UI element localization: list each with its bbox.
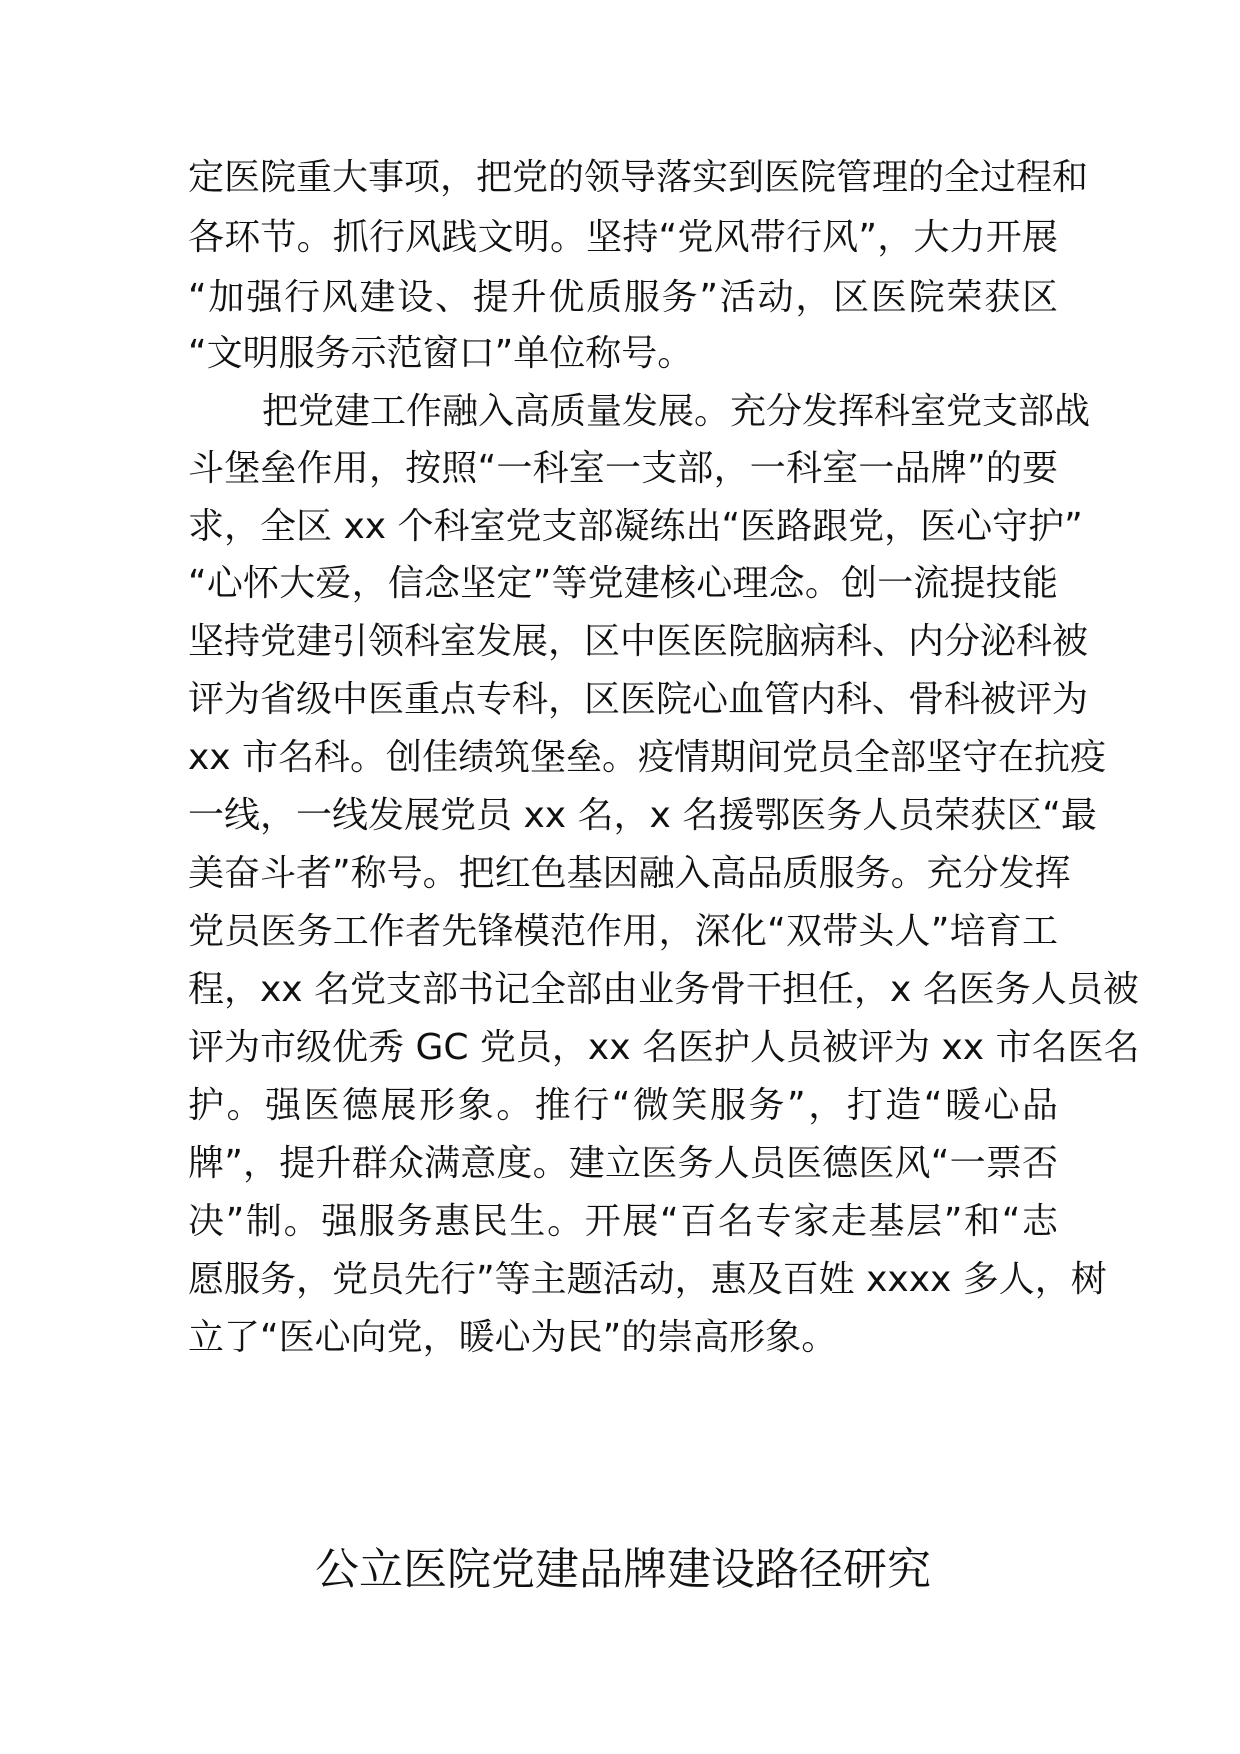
text-line: 护。强医德展形象。推行“微笑服务”，打造“暖心品 xyxy=(188,1085,1058,1126)
text-line: 评为市级优秀 GC 党员，xx 名医护人员被评为 xx 市名医名 xyxy=(188,1027,1140,1068)
section-heading: 公立医院党建品牌建设路径研究 xyxy=(315,1544,931,1595)
text-line: 立了“医心向党，暖心为民”的崇高形象。 xyxy=(188,1317,838,1358)
text-line: “心怀大爱，信念坚定”等党建核心理念。创一流提技能 xyxy=(188,563,1058,604)
text-line: 程，xx 名党支部书记全部由业务骨干担任，x 名医务人员被 xyxy=(188,969,1139,1010)
text-line: 党员医务工作者先锋模范作用，深化“双带头人”培育工 xyxy=(188,911,1058,952)
text-line: 决”制。强服务惠民生。开展“百名专家走基层”和“志 xyxy=(188,1201,1058,1242)
text-line: 各环节。抓行风践文明。坚持“党风带行风”，大力开展 xyxy=(188,217,1058,258)
text-line: 愿服务，党员先行”等主题活动，惠及百姓 xxxx 多人，树 xyxy=(188,1259,1107,1300)
text-line: 斗堡垒作用，按照“一科室一支部，一科室一品牌”的要 xyxy=(188,448,1058,489)
text-line: “文明服务示范窗口”单位称号。 xyxy=(188,333,694,374)
text-line: 求，全区 xx 个科室党支部凝练出“医路跟党，医心守护” xyxy=(188,506,1083,547)
text-line: 坚持党建引领科室发展，区中医医院脑病科、内分泌科被 xyxy=(188,621,1089,662)
text-line: 定医院重大事项，把党的领导落实到医院管理的全过程和 xyxy=(188,157,1089,198)
text-line-first-indented: 把党建工作融入高质量发展。充分发挥科室党支部战 xyxy=(262,391,1091,432)
text-line: 美奋斗者”称号。把红色基因融入高品质服务。充分发挥 xyxy=(188,853,1071,894)
text-line: “加强行风建设、提升优质服务”活动，区医院荣获区 xyxy=(188,277,1058,318)
text-line: 评为省级中医重点专科，区医院心血管内科、骨科被评为 xyxy=(188,679,1089,720)
text-line: 一线，一线发展党员 xx 名，x 名援鄂医务人员荣获区“最 xyxy=(188,795,1097,836)
text-line: 牌”，提升群众满意度。建立医务人员医德医风“一票否 xyxy=(188,1143,1058,1184)
text-line: xx 市名科。创佳绩筑堡垒。疫情期间党员全部坚守在抗疫 xyxy=(188,737,1107,778)
